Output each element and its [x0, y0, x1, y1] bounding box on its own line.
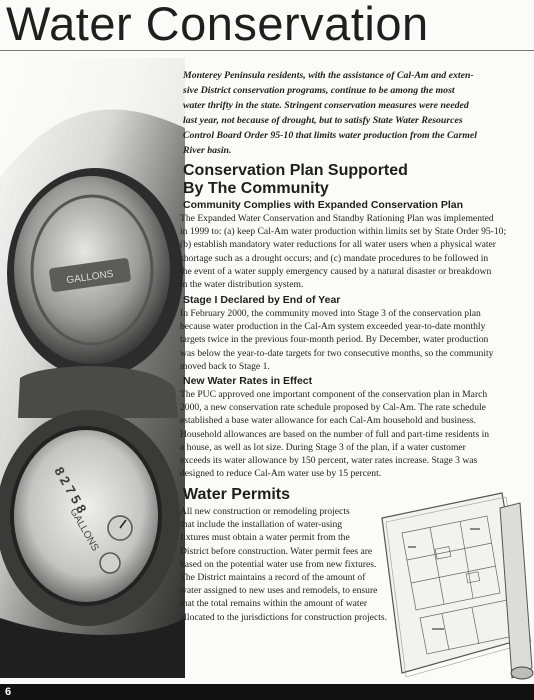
section-heading-conservation-plan: Conservation Plan Supported By The Community — [183, 162, 408, 197]
subheading-stage-declared: Stage I Declared by End of Year — [183, 294, 341, 306]
meter-lid-label: GALLONS — [65, 268, 115, 287]
intro-paragraph: Monterey Peninsula residents, with the assistance of Cal-Am and exten- sive District conservation programs, continue to be among the most water thrifty in the state. Stringent conservation measures were needed last year, not because of drought, but to satisfy State Water Resources Control Board Order 95-10 that limits water production from the Carmel River basin. — [183, 70, 477, 156]
paragraph-stage-declared: In February 2000, the community moved into Stage 3 of the conservation plan because water production in the Cal-Am system exceeded year-to-date monthly targets twice in the previous four-month period. By December, water production was below the year-to-date targets for two consecutive months, so the community moved back to Stage 1. — [180, 308, 494, 372]
meter-reading: 8 2 7 5 8 — [51, 464, 90, 516]
blueprint-plans-image — [372, 488, 534, 684]
subheading-new-water-rates: New Water Rates in Effect — [183, 375, 313, 387]
meter-dial-label: GALLONS — [67, 506, 101, 554]
subheading-community-complies: Community Complies with Expanded Conservation Plan — [183, 199, 464, 211]
paragraph-expanded-plan: The Expanded Water Conservation and Standby Rationing Plan was implemented in 1999 to: (a) keep Cal-Am water production within limits set by State Order 95-10; (b) establish mandatory water reductions for all water users when a physical water shortage such as a drought occurs; and (c) mandate procedures to be followed in the event of a water supply emergency caused by a natural disaster or breakdown in the water distribution system. — [180, 213, 507, 291]
section-heading-water-permits: Water Permits — [183, 486, 290, 503]
page-number: 6 — [5, 686, 12, 698]
page-title: Water Conservation — [6, 0, 429, 50]
paragraph-new-water-rates: The PUC approved one important component of the conservation plan in March 2000, a new conservation rate schedule proposed by Cal-Am. The rate schedule established a base water allowance for each Cal-Am household and business. Household allowances are based on the number of full and part-time residents in a house, as well as lot size. During Stage 3 of the plan, if a water customer exceeds its water allowance by 150 percent, water rates increase. Stage 3 was designed to reduce Cal-Am water use by 15 percent. — [180, 389, 490, 480]
paragraph-water-permits: All new construction or remodeling projects that include the installation of water-using fixtures must obtain a water permit from the District before construction. Water permit fees are based on the potential water use from new fixtures. The District maintains a record of the amount of water assigned to new uses and remodels, to ensure that the total remains within the amount of water allocated to the jurisdictions for construction projects. — [180, 506, 388, 623]
water-meter-photo — [0, 58, 185, 678]
footer-band — [0, 684, 534, 700]
title-divider — [0, 50, 534, 51]
